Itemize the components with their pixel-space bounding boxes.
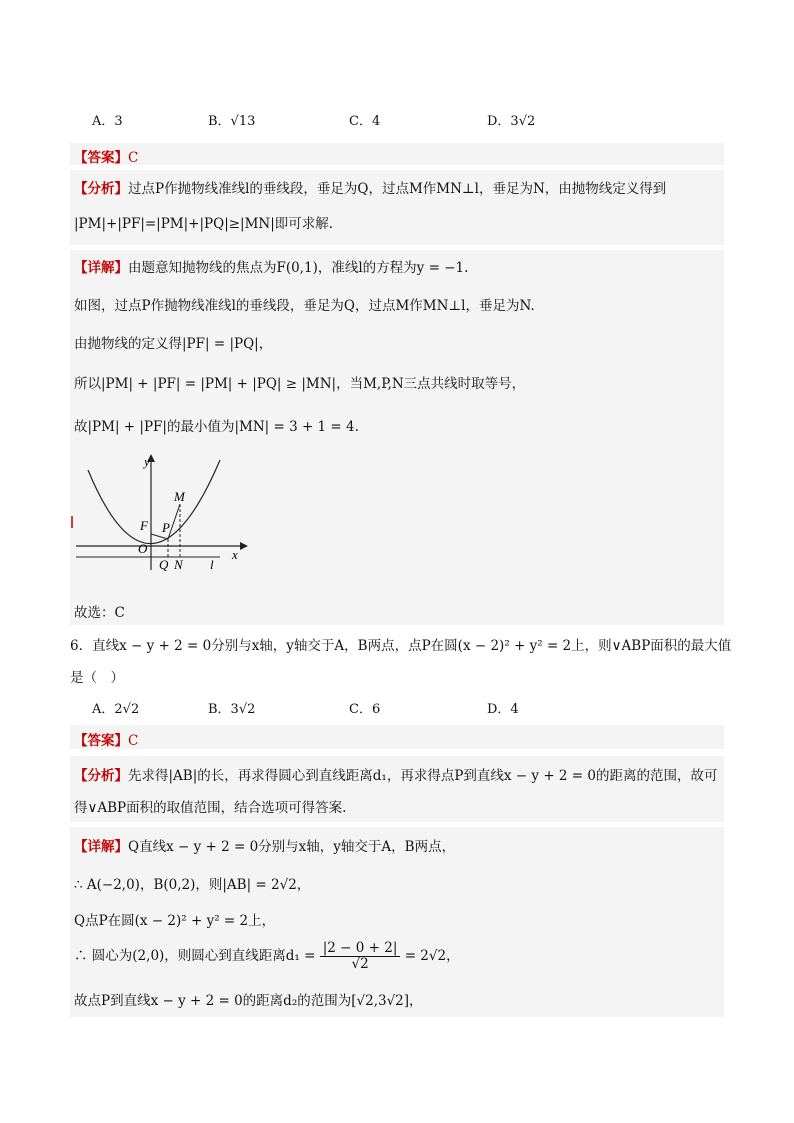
fig-label-x: x	[232, 547, 238, 562]
analysis-text-2: |PM|+|PF|=|PM|+|PQ|≥|MN|即可求解.	[74, 216, 334, 232]
q6-detail-block	[70, 827, 724, 1017]
detail-tag: 【详解】	[74, 839, 128, 855]
fig-label-l: l	[210, 557, 214, 572]
answer-tag: 【答案】	[74, 733, 128, 749]
q6-stem-line-1: 6．直线x − y + 2 = 0分别与x轴，y轴交于A，B两点，点P在圆(x − 2)² + y² = 2上，则∨ABP面积的最大值	[70, 638, 732, 654]
detail-text-4: 所以|PM| + |PF| = |PM| + |PQ| ≥ |MN|，当M,P,N三点共线时取等号，	[74, 376, 526, 392]
analysis-text-1: 先求得|AB|的长，再求得圆心到直线距离d₁，再求得点P到直线x − y + 2 = 0的距离的范围，故可	[128, 768, 718, 784]
q5-option-d: D．3√2	[487, 114, 536, 129]
detail-text-2: ∴ A(−2,0)，B(0,2)，则|AB| = 2√2，	[74, 877, 311, 893]
analysis-text-2: 得∨ABP面积的取值范围，结合选项可得答案.	[74, 800, 347, 816]
detail-text-1: Q直线x − y + 2 = 0分别与x轴，y轴交于A，B两点，	[128, 839, 456, 855]
q5-answer-block	[70, 143, 724, 165]
detail-text-2: 如图，过点P作抛物线准线l的垂线段，垂足为Q，过点M作MN⊥l，垂足为N.	[74, 298, 535, 314]
q5-option-b: B．√13	[208, 114, 256, 129]
fraction-denominator: √2	[351, 955, 369, 972]
detail-text-5: 故|PM| + |PF|的最小值为|MN| = 3 + 1 = 4.	[74, 419, 359, 435]
answer-value: C	[128, 150, 139, 166]
answer-value: C	[128, 733, 139, 749]
q6-option-c: C．6	[349, 702, 381, 717]
parabola-figure	[70, 450, 260, 575]
fig-label-f: F	[140, 518, 148, 533]
q6-option-d: D．4	[487, 702, 519, 717]
analysis-text-1: 过点P作抛物线准线l的垂线段，垂足为Q，过点M作MN⊥l，垂足为N，由抛物线定义得到	[128, 181, 667, 197]
fig-label-o: O	[138, 541, 148, 556]
choose-text: 故选：C	[74, 605, 125, 621]
q5-option-a: A．3	[92, 114, 123, 129]
fig-label-n: N	[174, 557, 183, 572]
detail-text-1: 由题意知抛物线的焦点为F(0,1)，准线l的方程为y = −1.	[128, 260, 469, 276]
fig-label-q: Q	[159, 557, 169, 572]
answer-tag: 【答案】	[74, 150, 128, 166]
q6-option-a: A．2√2	[92, 702, 140, 717]
q5-option-c: C．4	[349, 114, 381, 129]
fraction-numerator: |2 − 0 + 2|	[320, 941, 401, 957]
detail-text-4a: ∴ 圆心为(2,0)，则圆心到直线距离d₁ =	[74, 947, 316, 964]
q6-option-b: B．3√2	[208, 702, 256, 717]
q6-answer-block	[70, 725, 724, 749]
q6-stem-line-2: 是（ ）	[70, 670, 124, 686]
q6-analysis-block	[70, 756, 724, 822]
q5-analysis-block	[70, 170, 724, 245]
q5-detail-block	[70, 250, 724, 625]
detail-tag: 【详解】	[74, 260, 128, 276]
detail-text-5: 故点P到直线x − y + 2 = 0的距离d₂的范围为[√2,3√2]，	[74, 993, 423, 1009]
analysis-tag: 【分析】	[74, 181, 128, 197]
fig-label-y: y	[144, 454, 150, 469]
fig-label-p: P	[162, 520, 170, 535]
distance-fraction	[320, 941, 401, 972]
fig-label-m: M	[174, 489, 185, 504]
analysis-tag: 【分析】	[74, 768, 128, 784]
detail-text-4b: = 2√2，	[404, 947, 460, 964]
detail-text-3: 由抛物线的定义得|PF| = |PQ|，	[74, 336, 273, 352]
detail-text-3: Q点P在圆(x − 2)² + y² = 2上，	[74, 913, 276, 929]
